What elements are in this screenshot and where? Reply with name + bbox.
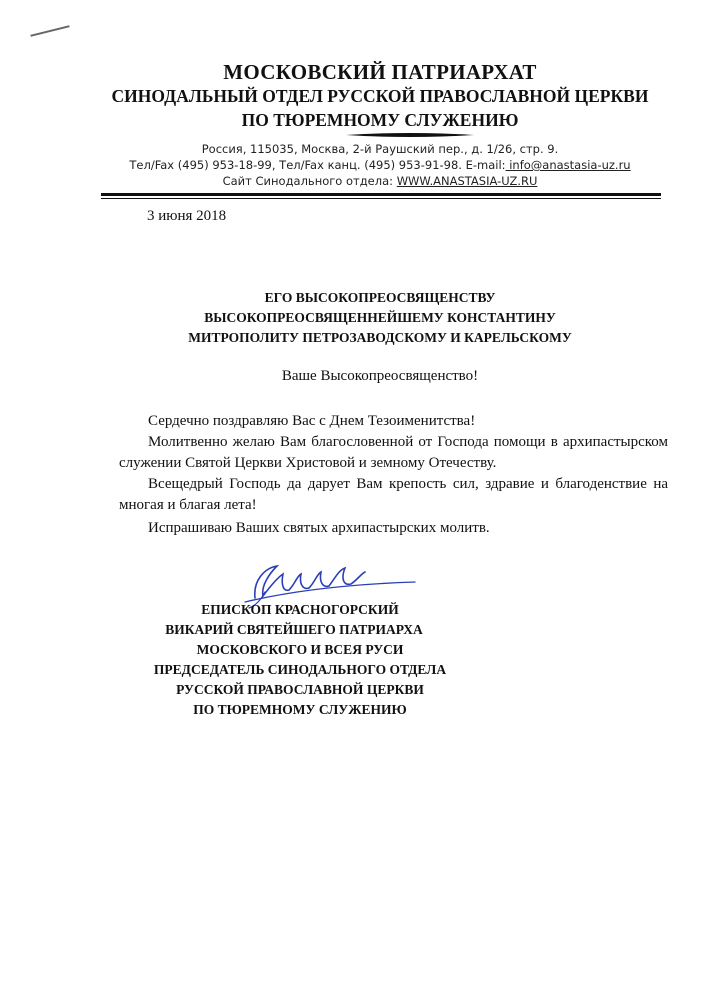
letterhead-contacts xyxy=(100,158,660,172)
addressee-line-1: ЕГО ВЫСОКОПРЕОСВЯЩЕНСТВУ xyxy=(264,290,496,305)
body-paragraph-1: Сердечно поздравляю Вас с Днем Тезоименитства! xyxy=(148,413,476,429)
addressee-line-3: МИТРОПОЛИТУ ПЕТРОЗАВОДСКОМУ И КАРЕЛЬСКОМУ xyxy=(188,330,572,345)
letter-date: 3 июня 2018 xyxy=(147,208,227,224)
letterhead-subtitle: СИНОДАЛЬНЫЙ ОТДЕЛ РУССКОЙ ПРАВОСЛАВНОЙ ЦЕРКВИ xyxy=(111,86,649,106)
signatory-line-3: МОСКОВСКОГО И ВСЕЯ РУСИ xyxy=(196,642,404,657)
body-paragraph-4: Испрашиваю Ваших святых архипастырских молитв. xyxy=(148,520,490,536)
signatory-line-6: ПО ТЮРЕМНОМУ СЛУЖЕНИЮ xyxy=(193,702,407,717)
site-link[interactable]: WWW.ANASTASIA-UZ.RU xyxy=(396,174,538,188)
letterhead-site xyxy=(100,174,660,188)
email-label: E-mail: xyxy=(465,158,506,172)
addressee-line-2: ВЫСОКОПРЕОСВЯЩЕННЕЙШЕМУ КОНСТАНТИНУ xyxy=(204,310,556,325)
letterhead-ornament xyxy=(346,132,474,138)
body-paragraph-3: Всещедрый Господь да дарует Вам крепость сил, здравие и благоденствие на многая и благая лета! xyxy=(119,476,668,513)
signatory-line-1: ЕПИСКОП КРАСНОГОРСКИЙ xyxy=(201,602,399,617)
site-label: Сайт Синодального отдела: xyxy=(222,174,394,188)
letterhead-subtitle-2: ПО ТЮРЕМНОМУ СЛУЖЕНИЮ xyxy=(241,110,519,130)
letterhead-title: МОСКОВСКИЙ ПАТРИАРХАТ xyxy=(223,60,537,84)
letterhead-rule-thin xyxy=(101,198,661,199)
signatory-line-5: РУССКОЙ ПРАВОСЛАВНОЙ ЦЕРКВИ xyxy=(176,682,424,697)
letterhead-rule-thick xyxy=(101,193,661,196)
body-paragraph-2: Молитвенно желаю Вам благословенной от Господа помощи в архипастырском служении Святой Церкви Христовой и земному Отечеству. xyxy=(119,434,668,471)
signatory-line-2: ВИКАРИЙ СВЯТЕЙШЕГО ПАТРИАРХА xyxy=(165,622,423,637)
signatory-line-4: ПРЕДСЕДАТЕЛЬ СИНОДАЛЬНОГО ОТДЕЛА xyxy=(153,662,447,677)
salutation: Ваше Высокопреосвященство! xyxy=(281,368,479,384)
email-link[interactable]: info@anastasia-uz.ru xyxy=(505,158,631,172)
letterhead-phones: Тел/Fax (495) 953-18-99, Тел/Fax канц. (495) 953-91-98. xyxy=(129,158,462,172)
letterhead-address: Россия, 115035, Москва, 2-й Раушский пер., д. 1/26, стр. 9. xyxy=(201,142,559,156)
scan-mark xyxy=(30,25,69,37)
